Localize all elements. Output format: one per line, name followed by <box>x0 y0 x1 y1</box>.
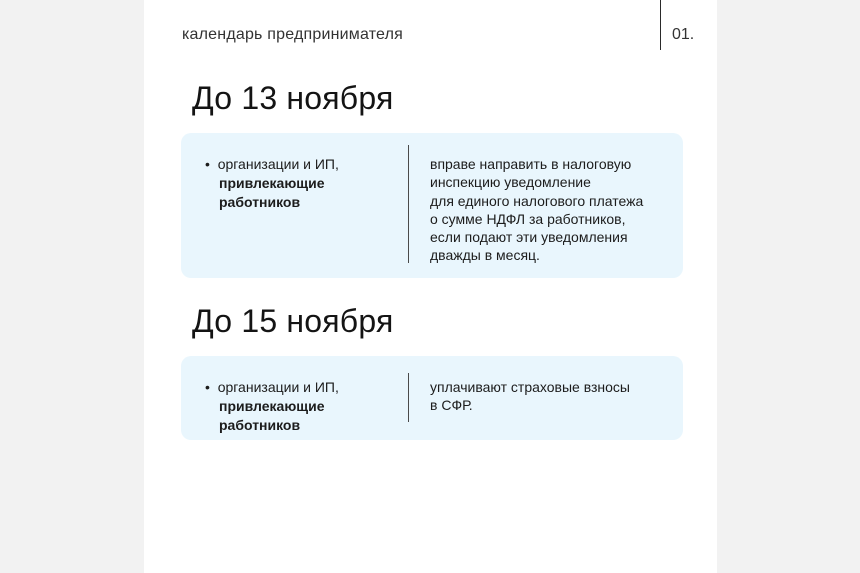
who-line1 <box>205 155 405 174</box>
action-line: инспекцию уведомление <box>430 174 591 191</box>
action-line: о сумме НДФЛ за работников, <box>430 210 626 227</box>
action-line: для единого налогового платежа <box>430 192 644 209</box>
bullet-icon: • <box>205 156 218 172</box>
who-line1 <box>205 378 405 397</box>
who-text: организации и ИП, <box>217 379 339 395</box>
section-heading-nov-15: До 15 ноября <box>192 303 394 339</box>
card-who <box>205 155 405 212</box>
card-separator <box>408 145 409 263</box>
who-emphasis: привлекающие работников <box>219 175 325 210</box>
action-line: если подают эти уведомления <box>430 229 628 246</box>
calendar-page <box>144 0 717 573</box>
page-number: 01. <box>672 26 695 43</box>
action-line: вправе направить в налоговую <box>430 156 632 172</box>
deadline-card-nov-13 <box>181 133 683 278</box>
card-action <box>430 378 670 415</box>
header-title: календарь предпринимателя <box>182 26 404 43</box>
header-divider <box>660 0 661 50</box>
card-action <box>430 155 670 265</box>
bullet-icon: • <box>205 379 218 395</box>
action-line: в СФР. <box>430 397 473 414</box>
action-line: уплачивают страховые взносы <box>430 379 630 395</box>
action-line: дважды в месяц. <box>430 247 540 264</box>
card-who <box>205 378 405 435</box>
who-emphasis: привлекающие работников <box>219 398 325 433</box>
card-separator <box>408 373 409 422</box>
who-text: организации и ИП, <box>217 156 339 172</box>
section-heading-nov-13: До 13 ноября <box>192 80 394 116</box>
deadline-card-nov-15 <box>181 356 683 440</box>
